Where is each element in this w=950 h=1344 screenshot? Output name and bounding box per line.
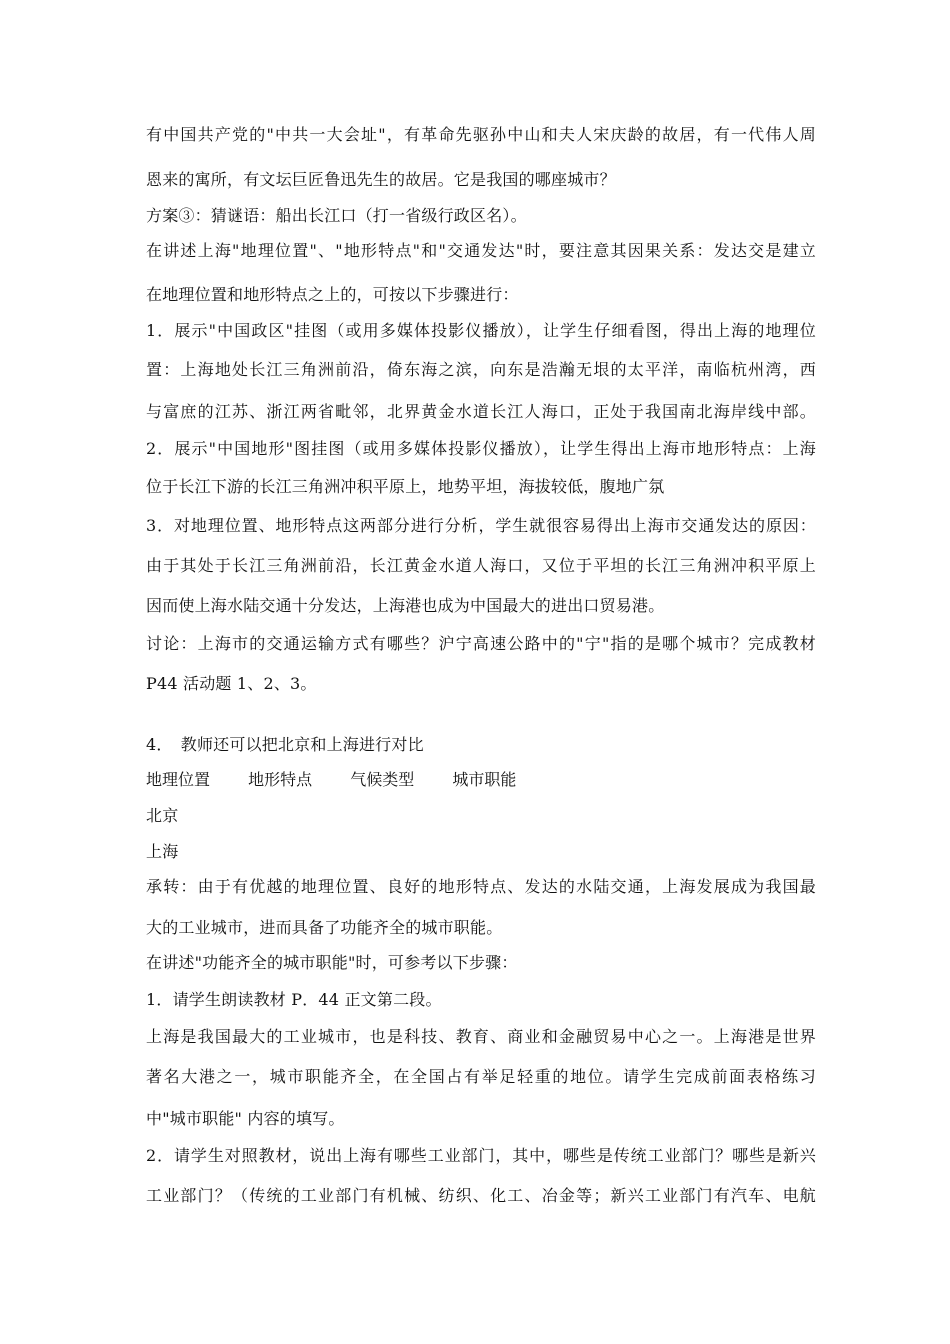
paragraph-line: 承转：由于有优越的地理位置、良好的地形特点、发达的水陆交通，上海发展成为我国最 xyxy=(146,877,816,896)
paragraph-line: 1．请学生朗读教材 P．44 正文第二段。 xyxy=(146,990,442,1009)
paragraph-line: 恩来的寓所，有文坛巨匠鲁迅先生的故居。它是我国的哪座城市？ xyxy=(146,170,616,189)
paragraph-line: 位于长江下游的长江三角洲冲积平原上，地势平坦，海拔较低，腹地广氛 xyxy=(146,477,665,496)
paragraph-line: 置：上海地处长江三角洲前沿，倚东海之滨，向东是浩瀚无垠的太平洋，南临杭州湾，西 xyxy=(146,360,816,379)
comparison-row-label: 上海 xyxy=(146,842,179,861)
column-header: 气候类型 xyxy=(350,770,415,789)
paragraph-line: 3．对地理位置、地形特点这两部分进行分析，学生就很容易得出上海市交通发达的原因： xyxy=(146,516,816,535)
paragraph-line: P44 活动题 1、2、3。 xyxy=(146,674,317,693)
paragraph-line: 有中国共产党的"中共一大会址"，有革命先驱孙中山和夫人宋庆龄的故居，有一代伟人周 xyxy=(146,125,816,144)
paragraph-line: 中"城市职能" 内容的填写。 xyxy=(146,1109,345,1128)
paragraph-line: 方案③：猜谜语：船出长江口（打一省级行政区名）。 xyxy=(146,206,527,225)
paragraph-line: 在讲述"功能齐全的城市职能"时，可参考以下步骤： xyxy=(146,953,518,972)
column-header: 地形特点 xyxy=(248,770,313,789)
paragraph-line: 上海是我国最大的工业城市，也是科技、教育、商业和金融贸易中心之一。上海港是世界 xyxy=(146,1027,816,1046)
comparison-row-label: 北京 xyxy=(146,806,179,825)
paragraph-line: 著名大港之一，城市职能齐全，在全国占有举足轻重的地位。请学生完成前面表格练习 xyxy=(146,1067,816,1086)
paragraph-line: 讨论：上海市的交通运输方式有哪些？沪宁高速公路中的"宁"指的是哪个城市？完成教材 xyxy=(146,634,816,653)
column-header: 地理位置 xyxy=(146,770,211,789)
paragraph-line: 1．展示"中国政区"挂图（或用多媒体投影仪播放），让学生仔细看图，得出上海的地理位 xyxy=(146,321,816,340)
paragraph-line: 2．请学生对照教材，说出上海有哪些工业部门，其中，哪些是传统工业部门？哪些是新兴 xyxy=(146,1146,816,1165)
paragraph-line: 由于其处于长江三角洲前沿，长江黄金水道人海口，又位于平坦的长江三角洲冲积平原上 xyxy=(146,556,816,575)
paragraph-line: 在讲述上海"地理位置"、"地形特点"和"交通发达"时，要注意其因果关系：发达交是建立 xyxy=(146,241,816,260)
column-header: 城市职能 xyxy=(452,770,517,789)
paragraph-line: 在地理位置和地形特点之上的，可按以下步骤进行： xyxy=(146,285,519,304)
paragraph-line: 工业部门？（传统的工业部门有机械、纺织、化工、冶金等；新兴工业部门有汽车、电航 xyxy=(146,1186,816,1205)
paragraph-line: 因而使上海水陆交通十分发达，上海港也成为中国最大的进出口贸易港。 xyxy=(146,596,665,615)
comparison-header-row xyxy=(146,770,549,790)
paragraph-line: 大的工业城市，进而具备了功能齐全的城市职能。 xyxy=(146,918,503,937)
paragraph-line: 4． 教师还可以把北京和上海进行对比 xyxy=(146,735,424,754)
paragraph-line: 2．展示"中国地形"图挂图（或用多媒体投影仪播放），让学生得出上海市地形特点：上海 xyxy=(146,439,816,458)
paragraph-line: 与富庶的江苏、浙江两省毗邻，北界黄金水道长江人海口，正处于我国南北海岸线中部。 xyxy=(146,402,816,421)
